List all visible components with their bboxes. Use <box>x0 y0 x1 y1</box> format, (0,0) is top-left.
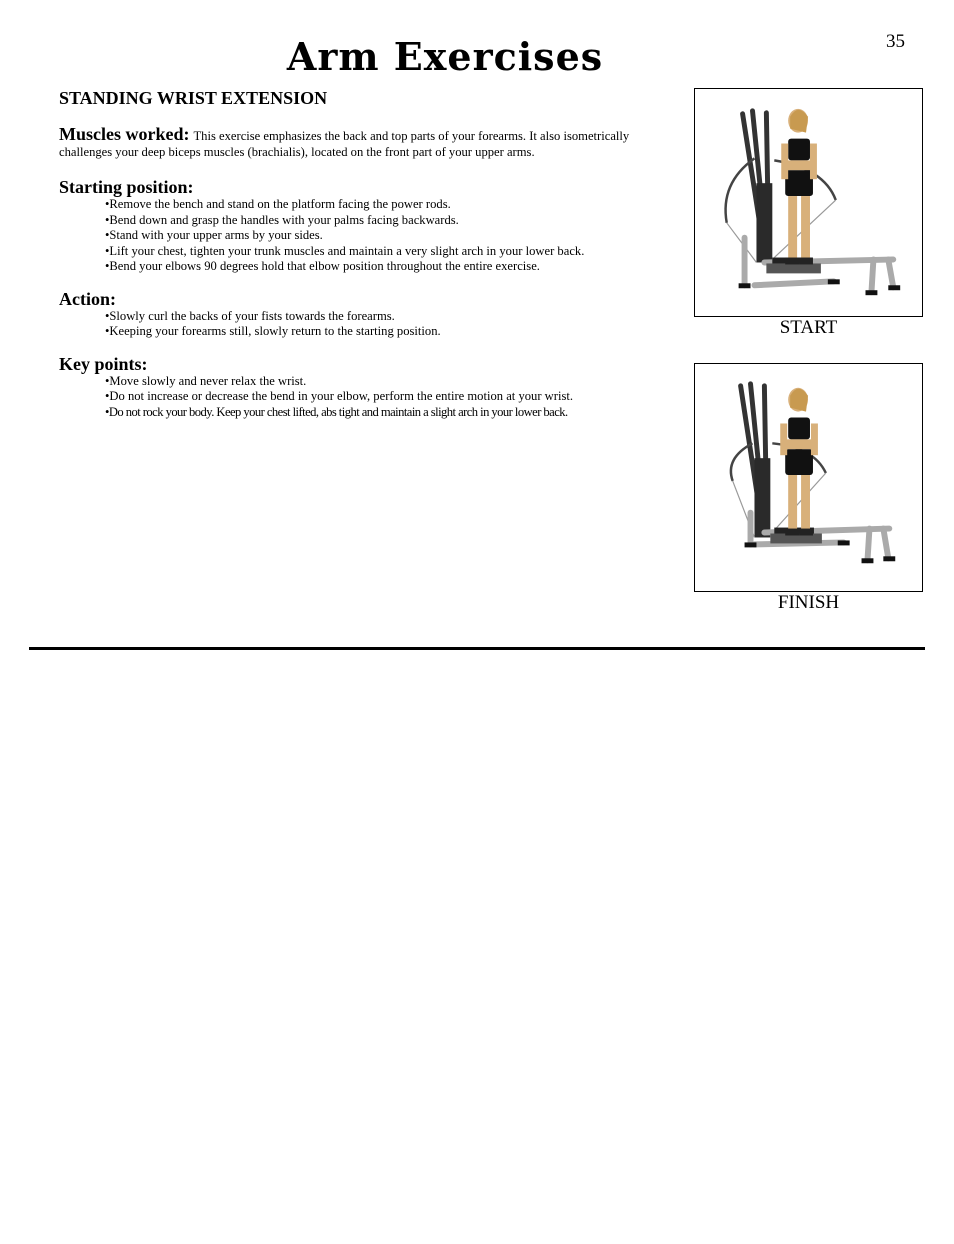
list-item: •Remove the bench and stand on the platform facing the power rods. <box>105 197 451 211</box>
starting-position-section <box>59 178 671 275</box>
finish-exercise-illustration <box>695 364 922 591</box>
list-item: •Keeping your forearms still, slowly return to the starting position. <box>105 324 441 338</box>
list-item: •Do not rock your body. Keep your chest lifted, abs tight and maintain a slight arch in your lower back. <box>105 404 568 419</box>
muscles-worked-text: This exercise emphasizes the back and top parts of your forearms. It also isometrically challenges your deep biceps muscles (brachialis), located on the front part of your upper arms. <box>59 129 630 159</box>
action-section <box>59 290 671 340</box>
start-caption: START <box>779 317 838 338</box>
exercise-text <box>59 88 671 434</box>
page-number: 35 <box>886 31 905 52</box>
list-item: •Slowly curl the backs of your fists towards the forearms. <box>105 308 395 323</box>
start-photo <box>694 88 923 317</box>
key-points-section <box>59 355 671 421</box>
page-title: Arm Exercises <box>286 34 604 79</box>
finish-caption: FINISH <box>777 592 840 613</box>
exercise-title: STANDING WRIST EXTENSION <box>59 88 328 108</box>
action-heading: Action: <box>59 288 116 309</box>
muscles-worked-paragraph <box>59 125 671 160</box>
list-item: •Stand with your upper arms by your sides. <box>105 228 323 242</box>
list-item: •Move slowly and never relax the wrist. <box>105 373 307 388</box>
list-item: •Bend your elbows 90 degrees hold that elbow position throughout the entire exercise. <box>105 259 540 273</box>
muscles-worked-heading: Muscles worked: <box>59 124 190 144</box>
action-list <box>59 309 671 340</box>
key-points-heading: Key points: <box>59 353 148 374</box>
finish-photo <box>694 363 923 592</box>
list-item: •Lift your chest, tighten your trunk muscles and maintain a very slight arch in your lower back. <box>105 243 585 258</box>
key-points-list <box>59 374 671 421</box>
muscles-worked-section <box>59 125 671 160</box>
list-item: •Do not increase or decrease the bend in your elbow, perform the entire motion at your wrist. <box>105 389 574 403</box>
starting-position-heading: Starting position: <box>59 177 194 197</box>
list-item: •Bend down and grasp the handles with your palms facing backwards. <box>105 212 459 227</box>
start-exercise-illustration <box>695 89 922 316</box>
section-divider <box>29 647 925 650</box>
starting-position-list <box>59 197 671 275</box>
